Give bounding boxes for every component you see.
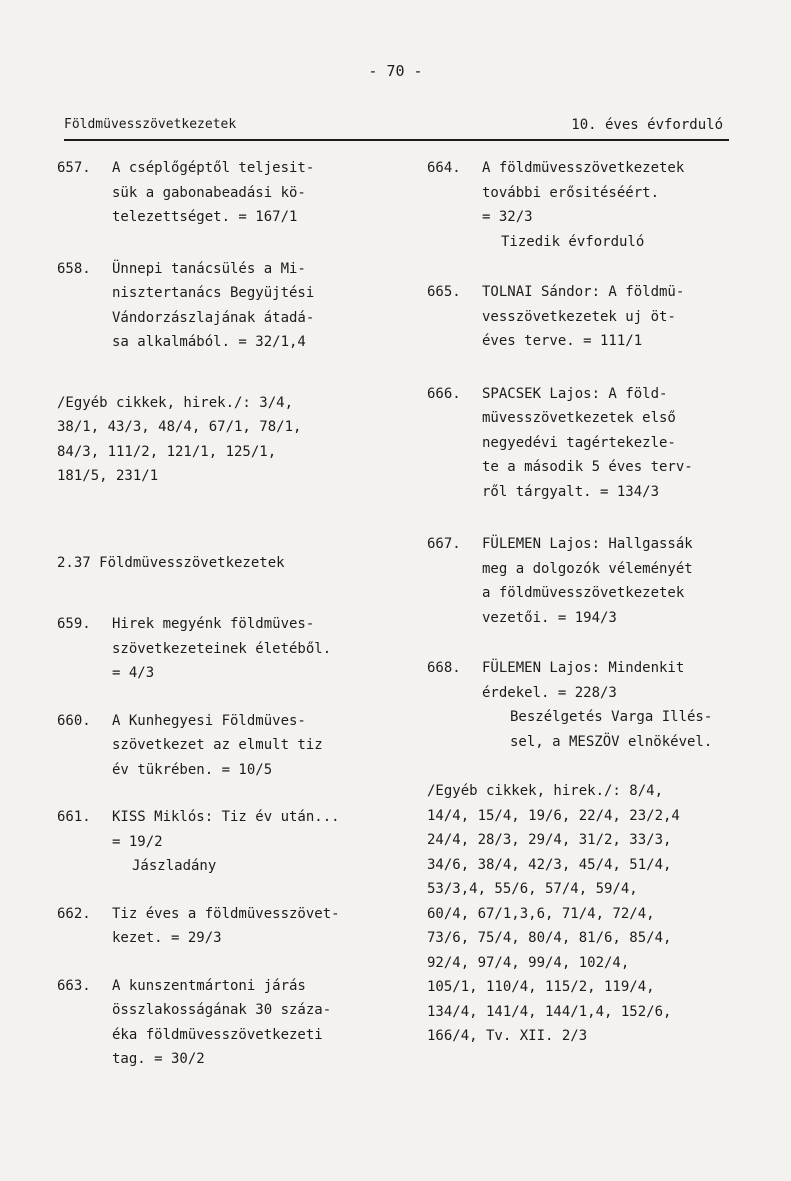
entry-number: 659. [57,616,91,632]
entry-number: 668. [427,660,461,676]
entry-659 [57,612,387,686]
header-left-title: Földmüvesszövetkezetek [64,117,237,132]
entry-number: 658. [57,260,91,277]
entry-665 [427,280,757,354]
entry-number: 666. [427,385,461,402]
entry-667 [427,532,757,630]
other-articles-list: /Egyéb cikkek, hirek./: 8/4, 14/4, 15/4, 19/6, 22/4, 23/2,4 24/4, 28/3, 29/4, 31/2, 33/3, 34/6, 38/4, 42/3, 45/4, 51/4, 53/3,4, 55/6, 57/4, 59/4, 60/4, 67/1,3,6, 71/4, 72/4, 73/6, 75/4, 80/4, 81/6, 85/4, 92/4, 97/4, 99/4, 102/4, 105/1, 110/4, 115/2, 119/4, 134/4, 141/4, 144/1,4, 152/6, 166/4, Tv. XII. 2/3 [427,783,680,1044]
section-heading: 2.37 Földmüvesszövetkezetek [57,554,285,571]
entry-text: TOLNAI Sándor: A földmü- vesszövetkezetek uj öt- éves terve. = 111/1 [482,284,685,349]
right-column [427,156,757,1049]
entry-number: 661. [57,809,91,825]
entry-number: 660. [57,712,91,729]
entry-661 [57,805,387,879]
entry-text: Ünnepi tanácsülés a Mi- nisztertanács Begyüjtési Vándorzászlajának átadá- sa alkalmából. = 32/1,4 [112,260,315,350]
entry-664 [427,156,757,254]
left-column [57,156,387,1072]
entry-668 [427,656,757,754]
entry-658 [57,257,387,355]
entry-657 [57,156,387,230]
entry-663 [57,974,387,1072]
entry-text: A kunszentmártoni járás összlakosságának 30 száza- éka földmüvesszövetkezeti tag. = 30/2 [112,977,332,1067]
entry-text: SPACSEK Lajos: A föld- müvesszövetkezetek első negyedévi tagértekezle- te a második 5 éves terv- ről tárgyalt. = 134/3 [482,385,693,500]
entry-text: FÜLEMEN Lajos: Hallgassák meg a dolgozók véleményét a földmüvesszövetkezetek vezetői. = 194/3 [482,536,693,626]
entry-note: Jászladány [132,858,217,874]
entry-number: 657. [57,160,91,176]
entry-662 [57,902,387,951]
entry-number: 663. [57,977,91,994]
page-number: - 70 - [368,62,423,80]
entry-text: FÜLEMEN Lajos: Mindenkit érdekel. = 228/3 [482,660,685,701]
entry-note: Beszélgetés Varga Illés- sel, a MESZÖV elnökével. [510,709,713,750]
entry-text: Hirek megyénk földmüves- szövetkezeteinek életéből. = 4/3 [112,616,332,681]
entry-text: A cséplőgéptől teljesit- sük a gabonabeadási kö- telezettséget. = 167/1 [112,160,315,225]
entry-666 [427,382,757,505]
header-right-title: 10. éves évforduló [571,117,723,133]
running-header [64,117,729,141]
other-articles-list: /Egyéb cikkek, hirek./: 3/4, 38/1, 43/3, 48/4, 67/1, 78/1, 84/3, 111/2, 121/1, 125/1, 181/5, 231/1 [57,394,302,484]
entry-text: Tiz éves a földmüvesszövet- kezet. = 29/3 [112,905,340,946]
entry-number: 667. [427,536,461,552]
entry-note: Tizedik évforduló [501,233,645,250]
entry-text: A földmüvesszövetkezetek további erősitéséért. = 32/3 [482,160,685,225]
entry-text: A Kunhegyesi Földmüves- szövetkezet az elmult tiz év tükrében. = 10/5 [112,712,323,778]
entry-number: 665. [427,284,461,300]
entry-text: KISS Miklós: Tiz év után... = 19/2 [112,809,340,850]
entry-660 [57,709,387,783]
entry-number: 662. [57,905,91,922]
entry-number: 664. [427,160,461,176]
